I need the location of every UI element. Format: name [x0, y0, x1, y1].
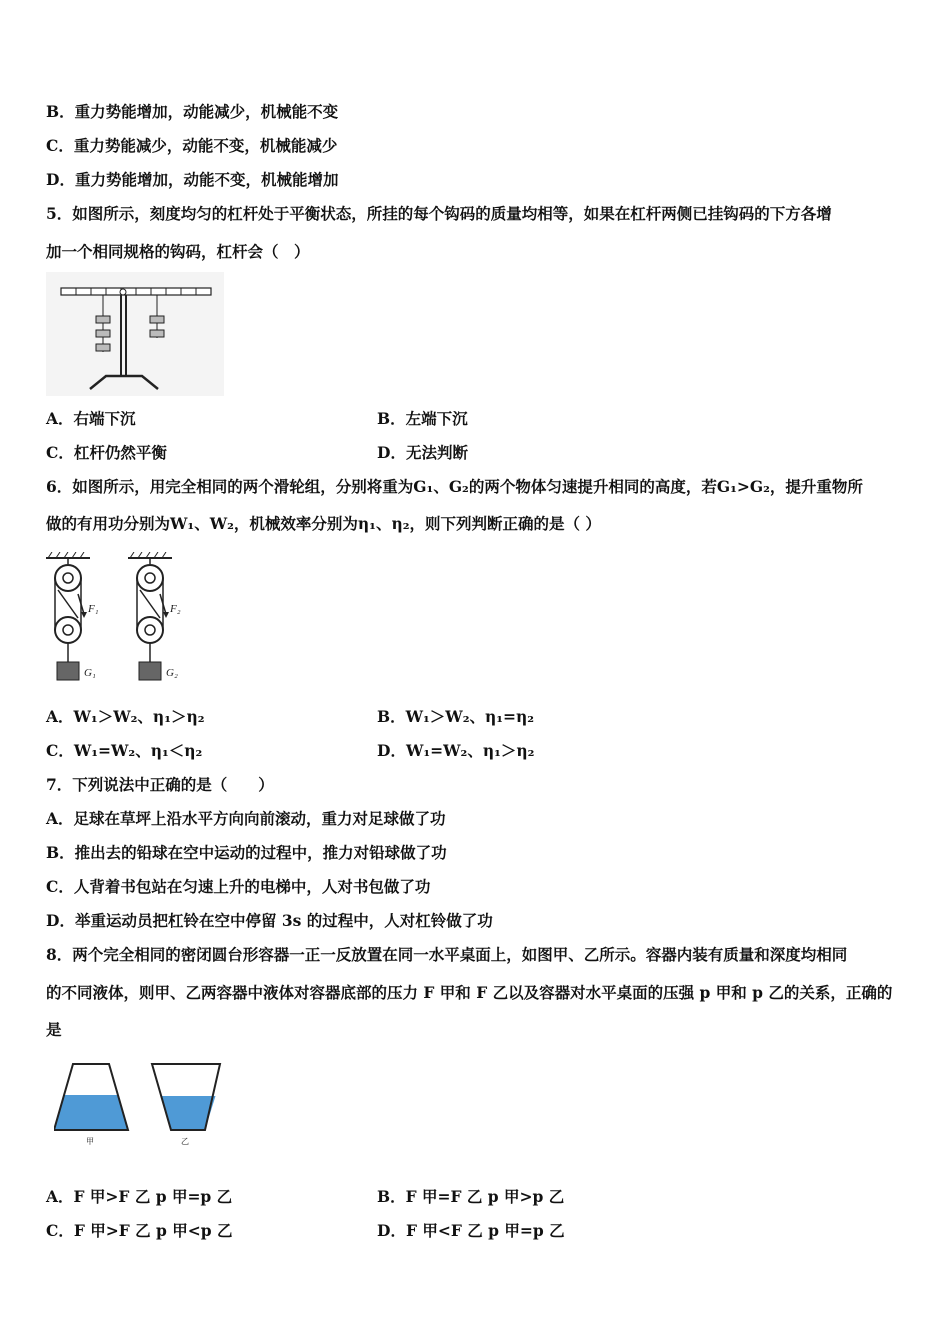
- q8-stem-line3: 是: [46, 1020, 62, 1039]
- q5-option-c: C．杠杆仍然平衡: [46, 443, 167, 462]
- q6-option-d: D．W₁=W₂、η₁＞η₂: [377, 741, 535, 760]
- q6-stem-line2: 做的有用功分别为W₁、W₂，机械效率分别为η₁、η₂，则下列判断正确的是（ ）: [46, 514, 601, 533]
- pulley-system-2: [128, 552, 181, 680]
- q5-option-d: D．无法判断: [377, 443, 468, 462]
- lever-figure: [46, 272, 224, 396]
- label-f1: F₁: [88, 603, 99, 615]
- q8-option-b: B．F 甲=F 乙 p 甲>p 乙: [377, 1187, 565, 1206]
- pulley-figure: [44, 552, 194, 688]
- pulley-system-1: [46, 552, 99, 680]
- q8-option-a: A．F 甲>F 乙 p 甲=p 乙: [46, 1187, 233, 1206]
- q8-stem-line2: 的不同液体，则甲、乙两容器中液体对容器底部的压力 F 甲和 F 乙以及容器对水平桌面的压强 p 甲和 p 乙的关系，正确的: [46, 983, 893, 1002]
- q5-stem-line2: 加一个相同规格的钩码，杠杆会（ ）: [46, 242, 310, 261]
- q8-option-d: D．F 甲<F 乙 p 甲=p 乙: [377, 1221, 565, 1240]
- q7-option-c: C．人背着书包站在匀速上升的电梯中，人对书包做了功: [46, 877, 431, 896]
- q6-option-b: B．W₁＞W₂、η₁=η₂: [377, 707, 535, 726]
- q7-stem: 7．下列说法中正确的是（ ）: [46, 775, 274, 794]
- q5-option-b: B．左端下沉: [377, 409, 468, 428]
- q4-option-c: C．重力势能减少，动能不变，机械能减少: [46, 136, 338, 155]
- label-f2: F₂: [170, 603, 181, 615]
- label-g1: G₁: [84, 667, 96, 679]
- label-jia: 甲: [86, 1137, 94, 1146]
- container-jia-liquid: [54, 1095, 128, 1130]
- q5-stem-line1: 5．如图所示，刻度均匀的杠杆处于平衡状态，所挂的每个钩码的质量均相等，如果在杠杆两侧已挂钩码的下方各增: [46, 204, 832, 223]
- q7-option-b: B．推出去的铅球在空中运动的过程中，推力对铅球做了功: [46, 843, 447, 862]
- label-g2: G₂: [166, 667, 178, 679]
- q8-option-c: C．F 甲>F 乙 p 甲<p 乙: [46, 1221, 233, 1240]
- containers-figure: [54, 1060, 224, 1150]
- q5-option-a: A．右端下沉: [46, 409, 136, 428]
- q8-stem-line1: 8．两个完全相同的密闭圆台形容器一正一反放置在同一水平桌面上，如图甲、乙所示。容器内装有质量和深度均相同: [46, 945, 848, 964]
- q6-option-a: A．W₁＞W₂、η₁＞η₂: [46, 707, 205, 726]
- q7-option-a: A．足球在草坪上沿水平方向向前滚动，重力对足球做了功: [46, 809, 446, 828]
- label-yi: 乙: [181, 1137, 189, 1146]
- q6-option-c: C．W₁=W₂、η₁＜η₂: [46, 741, 203, 760]
- q4-option-b: B．重力势能增加，动能减少，机械能不变: [46, 102, 339, 121]
- q7-option-d: D．举重运动员把杠铃在空中停留 3s 的过程中，人对杠铃做了功: [46, 911, 493, 930]
- q6-stem-line1: 6．如图所示，用完全相同的两个滑轮组，分别将重为G₁、G₂的两个物体匀速提升相同的高度，若G₁>G₂，提升重物所: [46, 477, 863, 496]
- q4-option-d: D．重力势能增加，动能不变，机械能增加: [46, 170, 339, 189]
